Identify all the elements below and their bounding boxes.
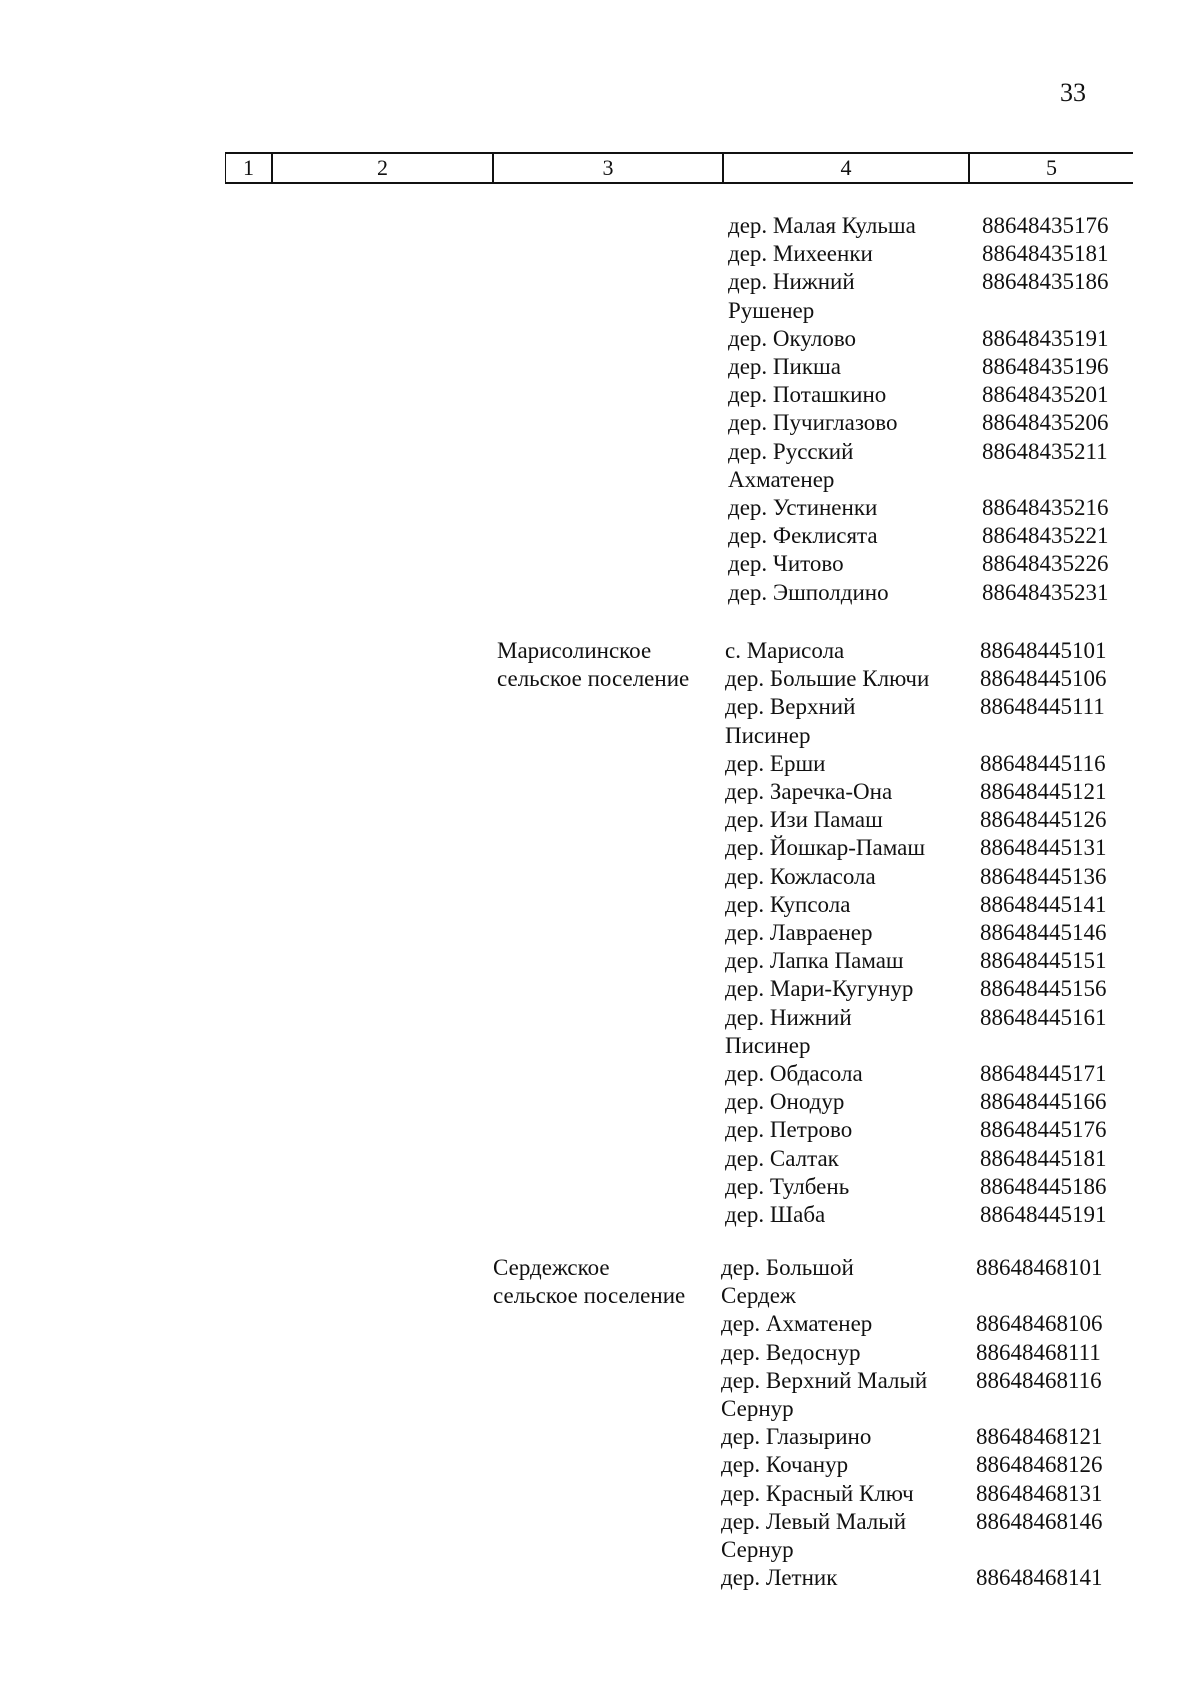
- oktmo-code: 88648445141: [980, 891, 1107, 917]
- oktmo-code: 88648445121: [980, 779, 1107, 804]
- column-header-2: 2: [271, 154, 492, 182]
- settlement-name: дер. Глазырино: [721, 1424, 872, 1450]
- settlement-name-continued: Сернур: [721, 1537, 794, 1562]
- oktmo-code: 88648445116: [980, 750, 1106, 776]
- settlement-name: дер. Читово: [728, 551, 844, 577]
- settlement-name: дер. Шаба: [725, 1202, 826, 1227]
- settlement-name: дер. Ерши: [725, 750, 826, 776]
- settlement-name: дер. Йошкар-Памаш: [725, 835, 926, 861]
- settlement-name: дер. Пикша: [728, 354, 841, 379]
- oktmo-code: 88648435176: [982, 213, 1109, 238]
- settlement-name: дер. Мари-Кугунур: [725, 976, 914, 1002]
- settlement-name: дер. Поташкино: [728, 382, 887, 408]
- oktmo-code: 88648445111: [980, 694, 1105, 720]
- settlement-name: дер. Обдасола: [725, 1061, 863, 1086]
- oktmo-code: 88648435226: [982, 551, 1109, 577]
- settlement-name-continued: Писинер: [725, 722, 811, 748]
- settlement-name: дер. Ведоснур: [721, 1339, 861, 1365]
- settlement-name: дер. Верхний Малый: [721, 1367, 928, 1393]
- oktmo-code: 88648445181: [980, 1145, 1107, 1171]
- oktmo-code: 88648468141: [976, 1565, 1103, 1591]
- oktmo-code: 88648435196: [982, 354, 1109, 379]
- oktmo-code: 88648435201: [982, 382, 1109, 408]
- settlement-name: дер. Красный Ключ: [721, 1480, 914, 1506]
- settlement-name: дер. Русский: [728, 438, 854, 464]
- settlement-name-continued: Рушенер: [728, 297, 815, 323]
- settlement-name-continued: Писинер: [725, 1032, 811, 1058]
- oktmo-code: 88648445131: [980, 835, 1107, 861]
- oktmo-code: 88648435206: [982, 410, 1109, 436]
- settlement-name: дер. Эшполдино: [728, 579, 889, 605]
- oktmo-code: 88648445136: [980, 863, 1107, 889]
- oktmo-code: 88648435216: [982, 495, 1109, 520]
- settlement-name: дер. Летник: [721, 1565, 838, 1591]
- column-header-1: 1: [225, 154, 271, 182]
- settlement-name: дер. Большой: [721, 1255, 854, 1280]
- settlement-name: дер. Феклисята: [728, 523, 878, 549]
- oktmo-code: 88648445166: [980, 1089, 1107, 1115]
- oktmo-code: 88648435221: [982, 523, 1109, 549]
- settlement-name: дер. Петрово: [725, 1117, 853, 1143]
- oktmo-code: 88648445146: [980, 920, 1107, 945]
- oktmo-code: 88648468116: [976, 1367, 1102, 1393]
- settlement-name: дер. Михеенки: [728, 241, 873, 267]
- municipality-name: Сердежское сельское поселение: [493, 1255, 686, 1308]
- settlement-name: дер. Окулово: [728, 325, 857, 351]
- settlement-name: дер. Лавраенер: [725, 920, 873, 945]
- oktmo-code: 88648435186: [982, 269, 1109, 295]
- oktmo-code: 88648445156: [980, 976, 1107, 1002]
- settlement-name-continued: Сердеж: [721, 1283, 796, 1309]
- settlement-name: дер. Устиненки: [728, 495, 878, 520]
- oktmo-code: 88648468101: [976, 1255, 1103, 1280]
- settlement-name: дер. Ахматенер: [721, 1311, 873, 1337]
- oktmo-code: 88648435211: [982, 438, 1108, 464]
- settlement-name-continued: Сернур: [721, 1396, 794, 1421]
- oktmo-code: 88648445171: [980, 1061, 1107, 1086]
- settlement-name: дер. Салтак: [725, 1145, 839, 1171]
- oktmo-code: 88648468126: [976, 1452, 1103, 1478]
- settlement-name: дер. Левый Малый: [721, 1508, 907, 1534]
- settlement-name: с. Марисола: [725, 638, 845, 663]
- oktmo-code: 88648445186: [980, 1173, 1107, 1199]
- oktmo-code: 88648445176: [980, 1117, 1107, 1143]
- column-header-row: [225, 152, 1133, 184]
- settlement-name: дер. Кожласола: [725, 863, 876, 889]
- settlement-name: дер. Лапка Памаш: [725, 948, 904, 974]
- oktmo-code: 88648435191: [982, 325, 1109, 351]
- settlement-name: дер. Верхний: [725, 694, 856, 720]
- settlement-name-continued: Ахматенер: [728, 466, 835, 492]
- column-header-5: 5: [968, 154, 1133, 182]
- oktmo-code: 88648468121: [976, 1424, 1103, 1450]
- column-header-3: 3: [492, 154, 722, 182]
- oktmo-code: 88648445151: [980, 948, 1107, 974]
- settlement-name: дер. Кочанур: [721, 1452, 849, 1478]
- oktmo-code: 88648468146: [976, 1508, 1103, 1534]
- settlement-name: дер. Малая Кульша: [728, 213, 916, 238]
- settlement-name: дер. Нижний: [725, 1004, 852, 1030]
- settlement-name: дер. Онодур: [725, 1089, 845, 1115]
- settlement-name: дер. Изи Памаш: [725, 807, 883, 833]
- oktmo-code: 88648468106: [976, 1311, 1103, 1337]
- oktmo-code: 88648445106: [980, 666, 1107, 692]
- oktmo-code: 88648445161: [980, 1004, 1107, 1030]
- settlement-name: дер. Тулбень: [725, 1173, 850, 1199]
- municipality-name: Марисолинское сельское поселение: [497, 638, 690, 691]
- oktmo-code: 88648468131: [976, 1480, 1103, 1506]
- oktmo-code: 88648445191: [980, 1202, 1107, 1227]
- oktmo-code: 88648445126: [980, 807, 1107, 833]
- page-number: 33: [1060, 78, 1086, 107]
- column-header-4: 4: [722, 154, 968, 182]
- oktmo-code: 88648435181: [982, 241, 1109, 267]
- settlement-name: дер. Нижний: [728, 269, 855, 295]
- settlement-name: дер. Купсола: [725, 891, 851, 917]
- oktmo-code: 88648435231: [982, 579, 1109, 605]
- oktmo-code: 88648468111: [976, 1339, 1101, 1365]
- settlement-name: дер. Заречка-Она: [725, 779, 893, 804]
- settlement-name: дер. Пучиглазово: [728, 410, 898, 436]
- oktmo-code: 88648445101: [980, 638, 1107, 663]
- settlement-name: дер. Большие Ключи: [725, 666, 930, 692]
